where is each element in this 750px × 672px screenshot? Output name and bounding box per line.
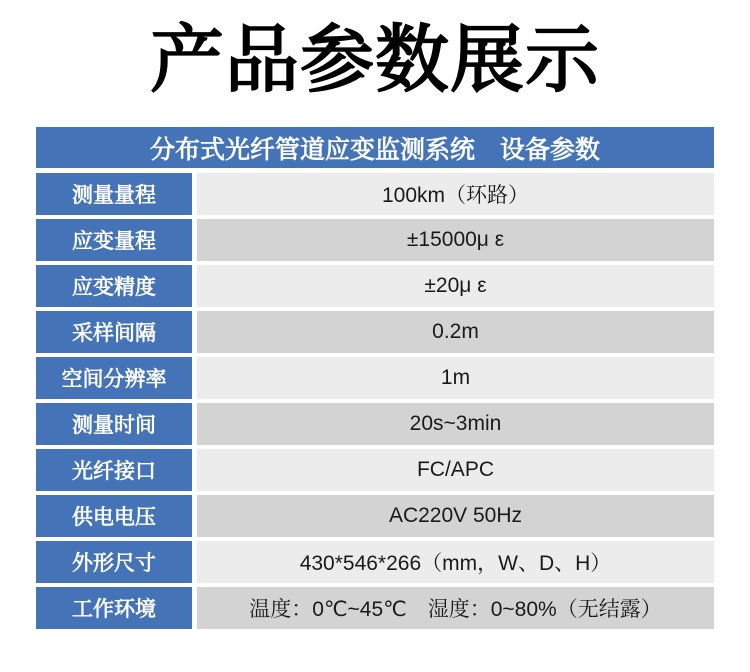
param-value: 20s~3min	[197, 403, 714, 445]
param-label: 空间分辨率	[36, 357, 192, 399]
table-row	[36, 311, 714, 353]
table-header: 分布式光纤管道应变监测系统 设备参数	[36, 127, 714, 168]
param-label: 供电电压	[36, 495, 192, 537]
table-row	[36, 219, 714, 261]
table-row	[36, 495, 714, 537]
param-label: 测量量程	[36, 173, 192, 215]
table-row	[36, 449, 714, 491]
param-label: 工作环境	[36, 587, 192, 629]
param-value: AC220V 50Hz	[197, 495, 714, 537]
table-row	[36, 403, 714, 445]
table-row	[36, 173, 714, 215]
table-row	[36, 265, 714, 307]
table-row	[36, 357, 714, 399]
table-row	[36, 541, 714, 583]
param-label: 光纤接口	[36, 449, 192, 491]
param-label: 应变量程	[36, 219, 192, 261]
param-value: ±20μ ε	[197, 265, 714, 307]
param-label: 外形尺寸	[36, 541, 192, 583]
param-label: 采样间隔	[36, 311, 192, 353]
param-label: 应变精度	[36, 265, 192, 307]
param-value: 温度：0℃~45℃ 湿度：0~80%（无结露）	[197, 587, 714, 629]
spec-table	[36, 127, 714, 629]
param-value: 0.2m	[197, 311, 714, 353]
page-title: 产品参数展示	[150, 18, 600, 101]
param-value: FC/APC	[197, 449, 714, 491]
table-rows	[36, 173, 714, 629]
table-row	[36, 587, 714, 629]
param-value: ±15000μ ε	[197, 219, 714, 261]
param-value: 430*546*266（mm，W、D、H）	[197, 541, 714, 583]
param-value: 1m	[197, 357, 714, 399]
param-label: 测量时间	[36, 403, 192, 445]
param-value: 100km（环路）	[197, 173, 714, 215]
